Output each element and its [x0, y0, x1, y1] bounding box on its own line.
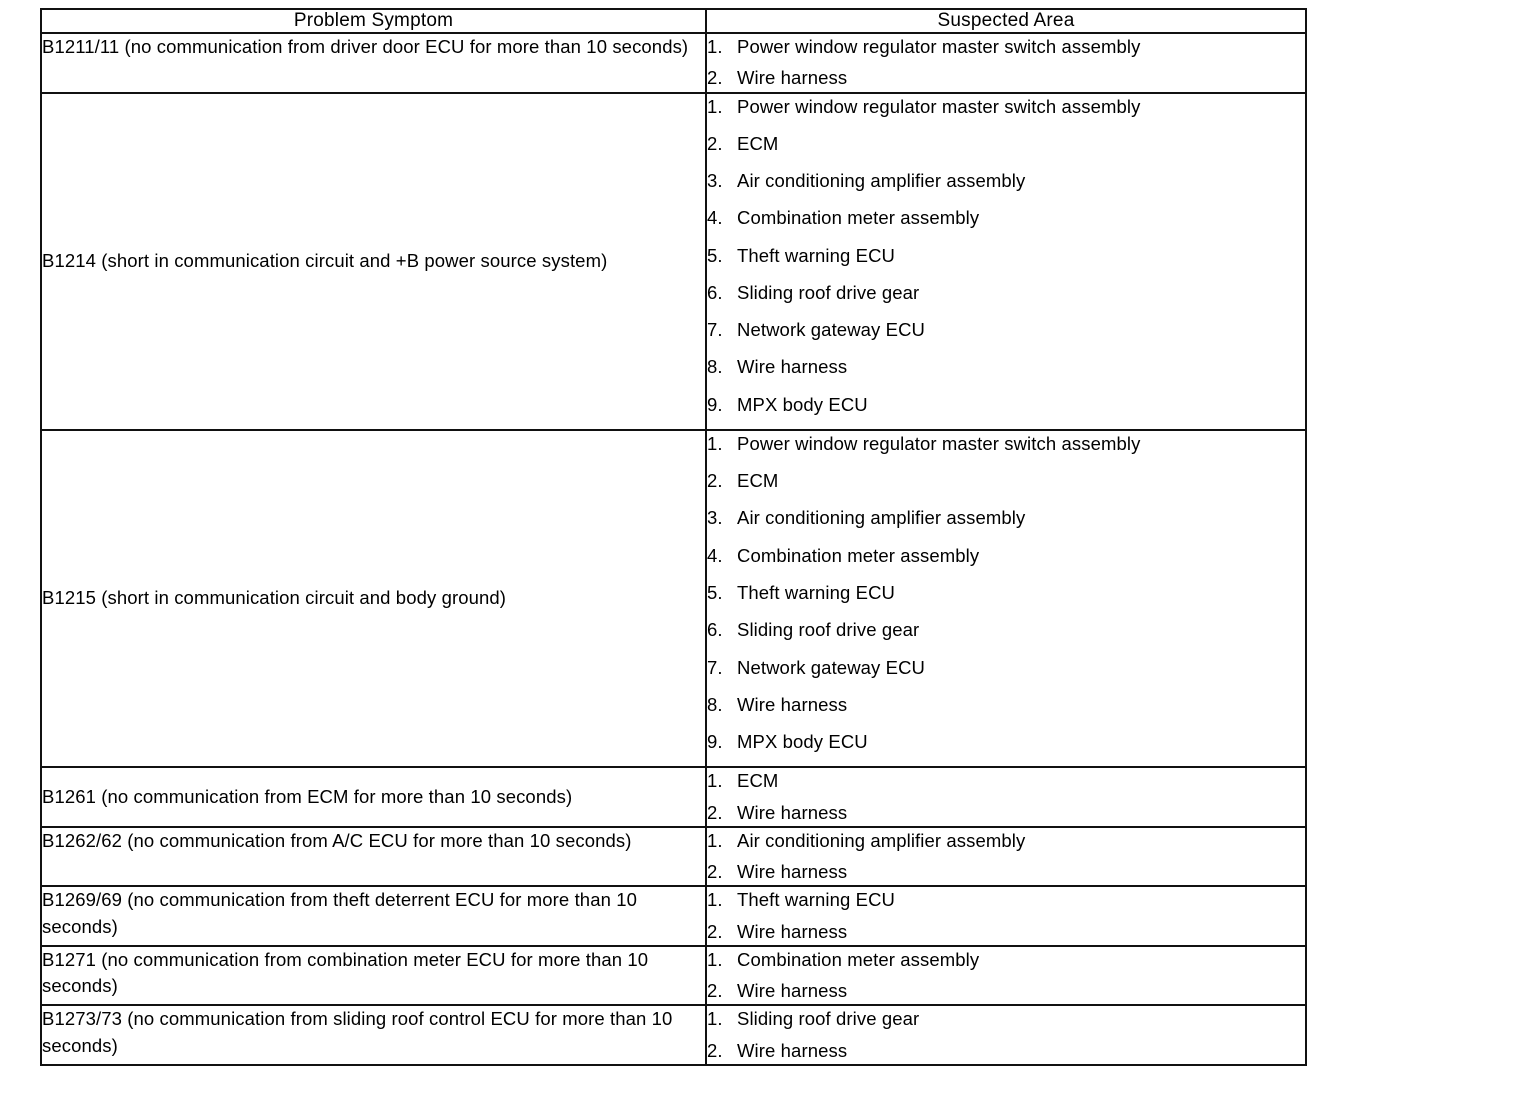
list-item-label: Wire harness — [737, 920, 848, 942]
list-item-label: Wire harness — [737, 693, 848, 715]
list-item-label: Air conditioning amplifier assembly — [737, 507, 1026, 529]
suspected-area-list — [707, 768, 1305, 826]
list-item — [707, 859, 1305, 885]
list-item — [707, 617, 1305, 643]
list-item-number: 2. — [707, 1039, 723, 1061]
problem-symptom-cell: B1214 (short in communication circuit and +B power source system) — [41, 93, 706, 430]
list-item — [707, 392, 1305, 418]
list-item-number: 7. — [707, 319, 723, 341]
list-item-number: 1. — [707, 889, 723, 911]
list-item-number: 8. — [707, 356, 723, 378]
list-item-number: 6. — [707, 281, 723, 303]
list-item-label: Wire harness — [737, 1039, 848, 1061]
list-item-label: Power window regulator master switch assembly — [737, 95, 1141, 117]
suspected-area-cell — [706, 946, 1306, 1006]
list-item-number: 8. — [707, 693, 723, 715]
suspected-area-cell — [706, 827, 1306, 887]
list-item-label: Wire harness — [737, 356, 848, 378]
list-item-label: Wire harness — [737, 980, 848, 1002]
list-item-number: 4. — [707, 544, 723, 566]
table-row — [41, 1005, 1306, 1065]
list-item-number: 2. — [707, 980, 723, 1002]
list-item-label: Theft warning ECU — [737, 244, 895, 266]
list-item — [707, 692, 1305, 718]
list-item-label: Combination meter assembly — [737, 207, 980, 229]
list-item-number: 1. — [707, 770, 723, 792]
list-item-label: Combination meter assembly — [737, 544, 980, 566]
list-item-label: Power window regulator master switch assembly — [737, 432, 1141, 454]
problem-symptom-cell: B1271 (no communication from combination meter ECU for more than 10 seconds) — [41, 946, 706, 1006]
list-item-number: 3. — [707, 170, 723, 192]
suspected-area-list — [707, 94, 1305, 418]
list-item-number: 4. — [707, 207, 723, 229]
list-item-label: Wire harness — [737, 801, 848, 823]
list-item — [707, 468, 1305, 494]
table-row — [41, 33, 1306, 93]
list-item-label: ECM — [737, 770, 779, 792]
suspected-area-cell — [706, 886, 1306, 946]
list-item-number: 9. — [707, 731, 723, 753]
list-item — [707, 729, 1305, 755]
list-item-number: 2. — [707, 861, 723, 883]
list-item-number: 2. — [707, 801, 723, 823]
list-item — [707, 205, 1305, 231]
problem-symptom-cell: B1262/62 (no communication from A/C ECU for more than 10 seconds) — [41, 827, 706, 887]
list-item-number: 9. — [707, 393, 723, 415]
list-item — [707, 243, 1305, 269]
table-row — [41, 827, 1306, 887]
list-item-label: ECM — [737, 132, 779, 154]
list-item-label: Wire harness — [737, 67, 848, 89]
list-item-label: Sliding roof drive gear — [737, 619, 920, 641]
list-item-label: Wire harness — [737, 861, 848, 883]
list-item — [707, 1038, 1305, 1064]
list-item-number: 2. — [707, 470, 723, 492]
table-row — [41, 430, 1306, 767]
suspected-area-cell — [706, 33, 1306, 93]
list-item-number: 2. — [707, 920, 723, 942]
list-item-number: 1. — [707, 95, 723, 117]
list-item-number: 1. — [707, 829, 723, 851]
table-row — [41, 946, 1306, 1006]
suspected-area-cell — [706, 430, 1306, 767]
list-item — [707, 655, 1305, 681]
list-item-number: 7. — [707, 656, 723, 678]
suspected-area-cell — [706, 93, 1306, 430]
list-item — [707, 131, 1305, 157]
problem-symptom-cell: B1261 (no communication from ECM for more than 10 seconds) — [41, 767, 706, 827]
suspected-area-list — [707, 947, 1305, 1005]
list-item-number: 1. — [707, 948, 723, 970]
list-item — [707, 34, 1305, 60]
table-row — [41, 93, 1306, 430]
column-header-suspected-area: Suspected Area — [706, 9, 1306, 33]
list-item — [707, 280, 1305, 306]
dtc-problem-symptom-table — [40, 8, 1307, 1066]
suspected-area-list — [707, 828, 1305, 886]
list-item-label: Theft warning ECU — [737, 581, 895, 603]
list-item — [707, 978, 1305, 1004]
suspected-area-cell — [706, 767, 1306, 827]
list-item — [707, 505, 1305, 531]
problem-symptom-cell: B1211/11 (no communication from driver door ECU for more than 10 seconds) — [41, 33, 706, 93]
list-item-number: 1. — [707, 36, 723, 57]
list-item-label: Network gateway ECU — [737, 319, 925, 341]
list-item-label: Sliding roof drive gear — [737, 281, 920, 303]
list-item-number: 6. — [707, 619, 723, 641]
list-item-label: Air conditioning amplifier assembly — [737, 170, 1026, 192]
table-header-row — [41, 9, 1306, 33]
list-item — [707, 919, 1305, 945]
list-item-number: 5. — [707, 244, 723, 266]
column-header-problem-symptom: Problem Symptom — [41, 9, 706, 33]
list-item-number: 1. — [707, 1008, 723, 1030]
list-item — [707, 580, 1305, 606]
list-item — [707, 317, 1305, 343]
list-item-label: Air conditioning amplifier assembly — [737, 829, 1026, 851]
problem-symptom-cell: B1269/69 (no communication from theft deterrent ECU for more than 10 seconds) — [41, 886, 706, 946]
list-item — [707, 887, 1305, 913]
suspected-area-list — [707, 34, 1305, 92]
suspected-area-cell — [706, 1005, 1306, 1065]
list-item-label: ECM — [737, 470, 779, 492]
list-item — [707, 94, 1305, 120]
list-item-number: 3. — [707, 507, 723, 529]
list-item — [707, 768, 1305, 794]
list-item-number: 2. — [707, 132, 723, 154]
table-row — [41, 886, 1306, 946]
problem-symptom-cell: B1215 (short in communication circuit and body ground) — [41, 430, 706, 767]
suspected-area-list — [707, 1006, 1305, 1064]
list-item-label: Combination meter assembly — [737, 948, 980, 970]
list-item — [707, 431, 1305, 457]
document-page — [40, 8, 1305, 1066]
list-item — [707, 543, 1305, 569]
problem-symptom-cell: B1273/73 (no communication from sliding roof control ECU for more than 10 seconds) — [41, 1005, 706, 1065]
list-item — [707, 800, 1305, 826]
list-item-label: MPX body ECU — [737, 731, 868, 753]
list-item — [707, 1006, 1305, 1032]
list-item-label: Theft warning ECU — [737, 889, 895, 911]
list-item-label: MPX body ECU — [737, 393, 868, 415]
list-item-label: Power window regulator master switch assembly — [737, 36, 1141, 57]
list-item — [707, 65, 1305, 91]
table-row — [41, 767, 1306, 827]
list-item — [707, 168, 1305, 194]
list-item-number: 2. — [707, 67, 723, 89]
list-item — [707, 947, 1305, 973]
suspected-area-list — [707, 431, 1305, 755]
list-item-label: Sliding roof drive gear — [737, 1008, 920, 1030]
suspected-area-list — [707, 887, 1305, 945]
list-item-number: 1. — [707, 432, 723, 454]
list-item — [707, 354, 1305, 380]
list-item-number: 5. — [707, 581, 723, 603]
list-item-label: Network gateway ECU — [737, 656, 925, 678]
list-item — [707, 828, 1305, 854]
